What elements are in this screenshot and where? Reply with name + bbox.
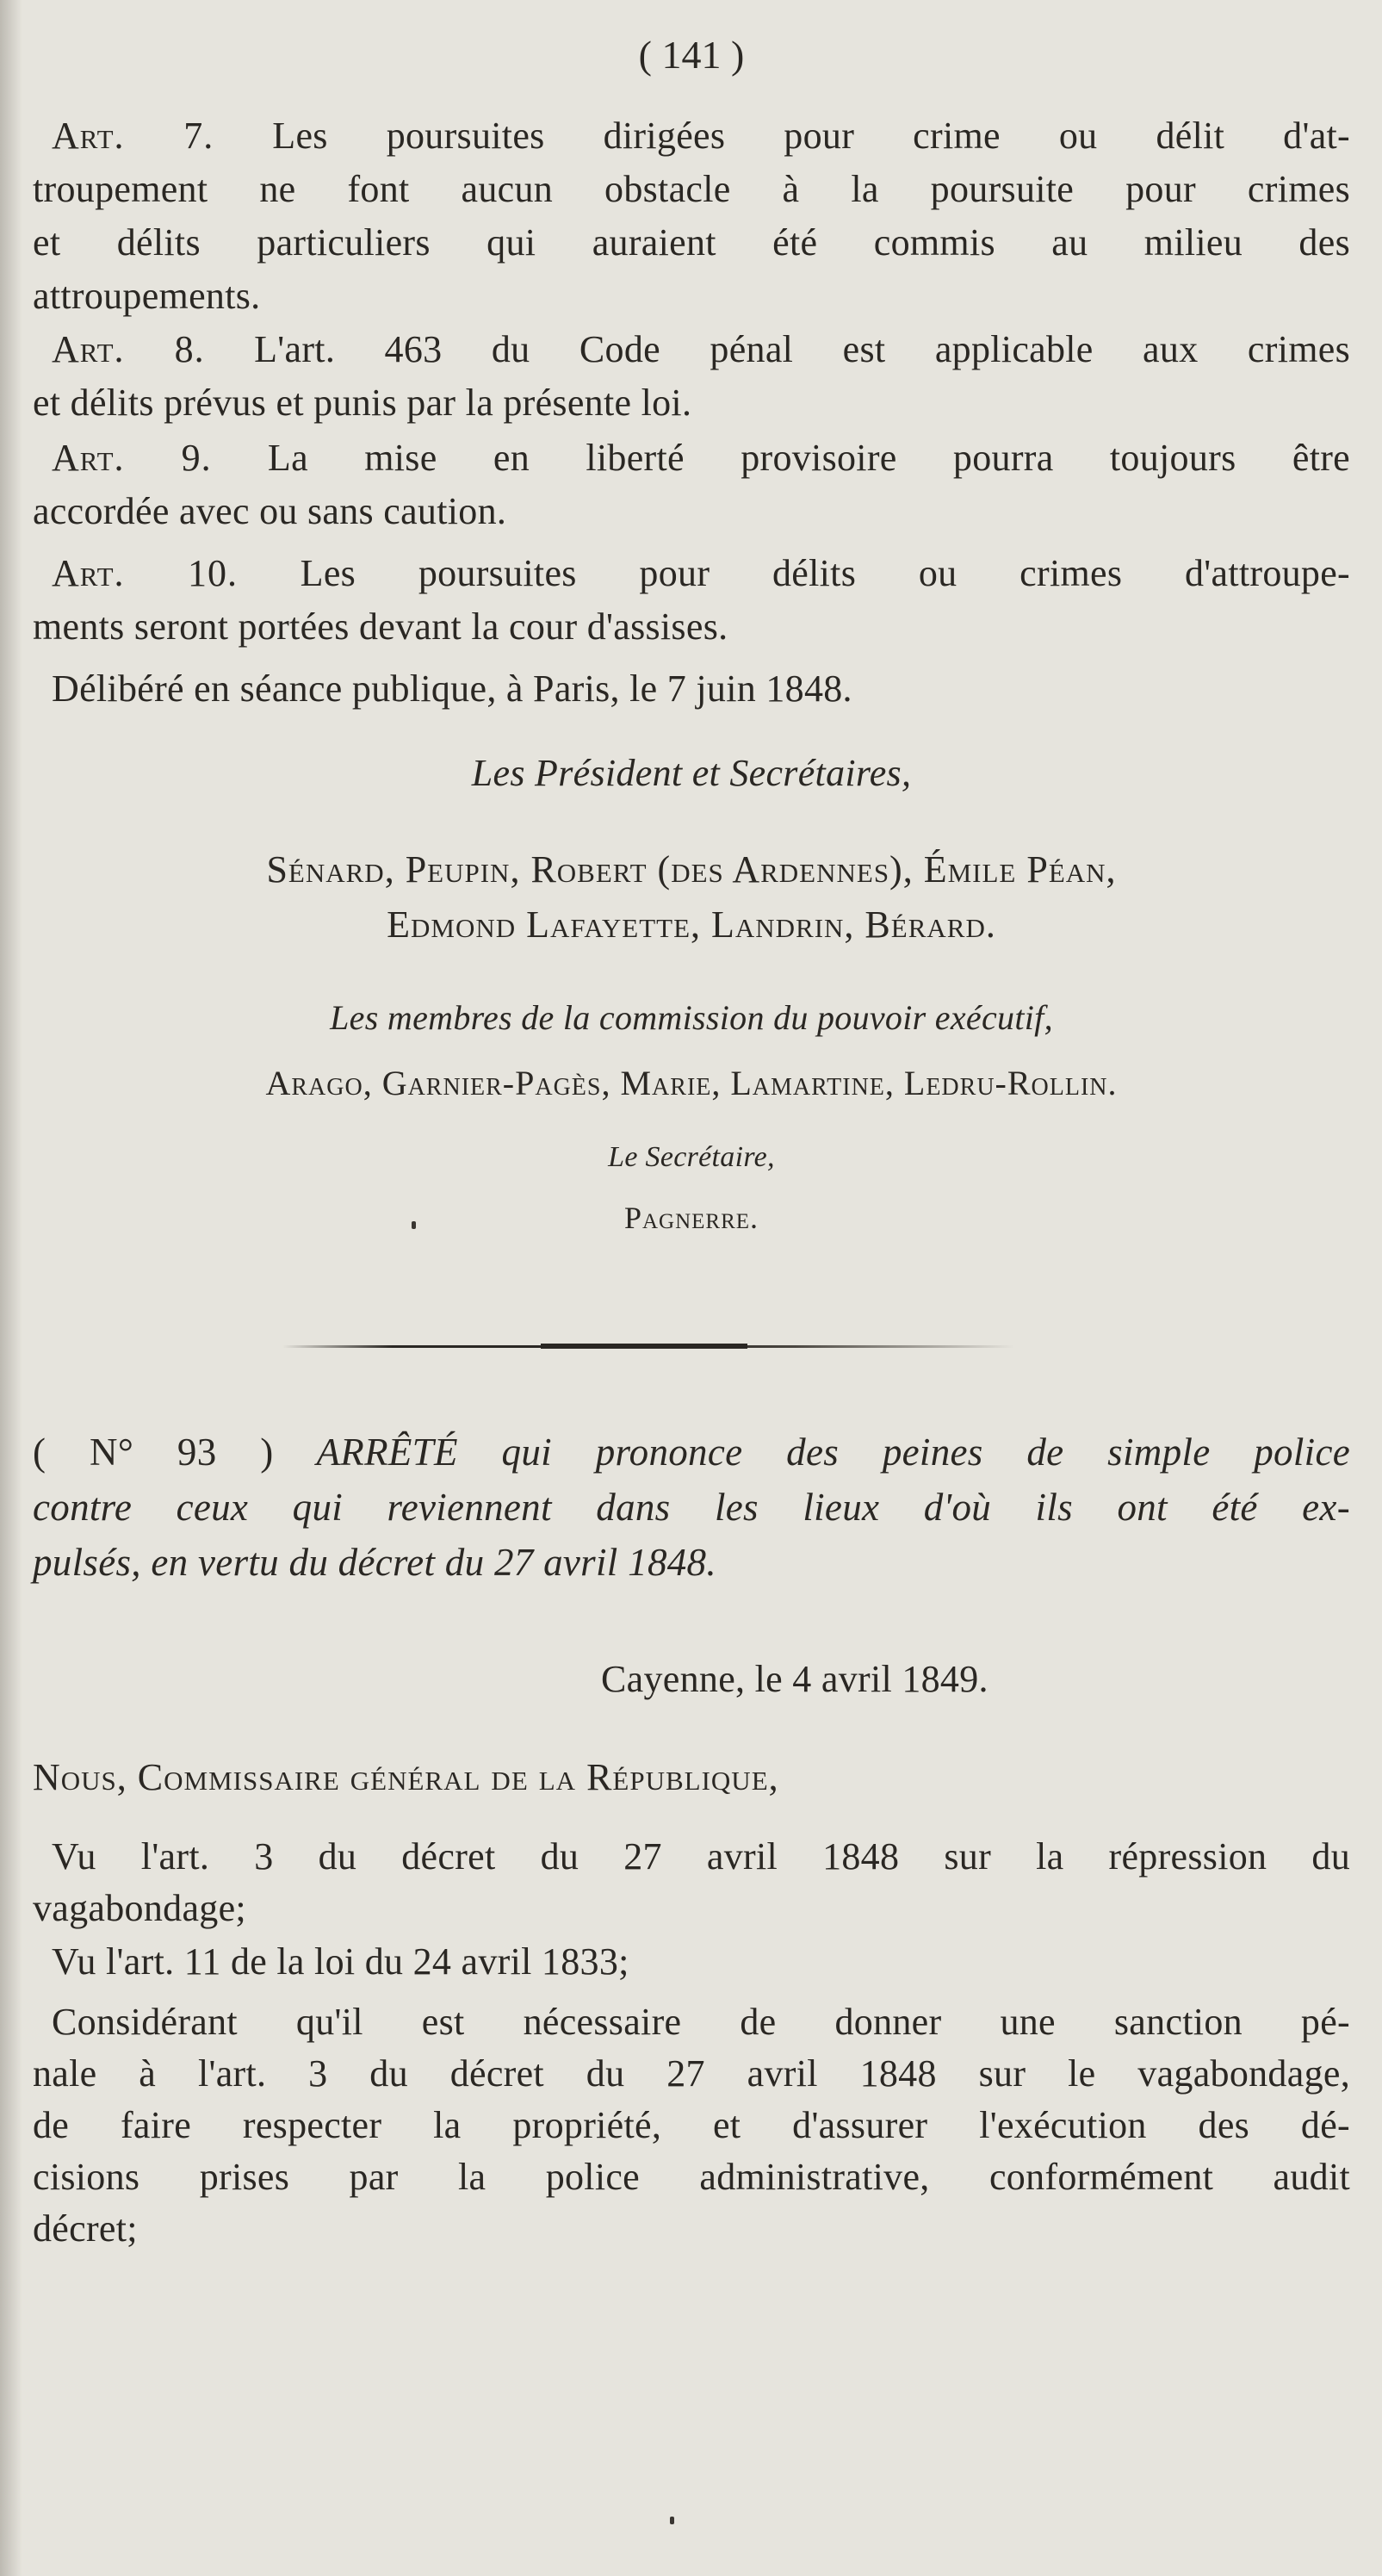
text-line: vagabondage;	[33, 1887, 246, 1929]
text-line: de faire respecter la propriété, et d'assurer l'exécution des dé-	[33, 2104, 1350, 2146]
signatories-names: Edmond Lafayette, Landrin, Bérard.	[387, 903, 996, 946]
signatories-heading: Les Président et Secrétaires,	[471, 752, 912, 794]
commission-heading: Les membres de la commission du pouvoir exécutif,	[330, 998, 1053, 1037]
article-label: Art. 7.	[52, 115, 214, 157]
text-line: et délits particuliers qui auraient été commis au milieu des	[33, 221, 1350, 264]
text-line: Vu l'art. 3 du décret du 27 avril 1848 sur la répression du	[52, 1835, 1350, 1878]
article-label: Art. 8.	[52, 328, 205, 370]
text-line: attroupements.	[33, 275, 261, 317]
signatories-names: Sénard, Peupin, Robert (des Ardennes), Émile Péan,	[266, 848, 1117, 891]
page-gutter-shadow	[0, 0, 22, 2576]
article-label: Art. 10.	[52, 552, 238, 594]
text-line: ments seront portées devant la cour d'assises.	[33, 605, 728, 648]
text-line: troupement ne font aucun obstacle à la poursuite pour crimes	[33, 168, 1350, 210]
text-line: Art. 10. Les poursuites pour délits ou crimes d'attroupe-	[52, 552, 1351, 594]
secretary-name: Pagnerre.	[623, 1201, 759, 1235]
text-line: cisions prises par la police administrative, conformément audit	[33, 2156, 1350, 2198]
place-date: Cayenne, le 4 avril 1849.	[601, 1658, 988, 1700]
arrete-number: ( N° 93 )	[33, 1431, 274, 1474]
document-page	[33, 0, 1350, 2576]
text-line: Art. 9. La mise en liberté provisoire pourra toujours être	[52, 437, 1351, 479]
page-number: ( 141 )	[638, 33, 745, 77]
text-line: et délits prévus et punis par la présente loi.	[33, 382, 692, 424]
text-line: Vu l'art. 11 de la loi du 24 avril 1833;	[52, 1940, 629, 1983]
deliberation-line: Délibéré en séance publique, à Paris, le 7 juin 1848.	[52, 667, 852, 710]
text-line: accordée avec ou sans caution.	[33, 490, 507, 532]
text-line: nale à l'art. 3 du décret du 27 avril 1848 sur le vagabondage,	[33, 2052, 1350, 2095]
text-line: décret;	[33, 2207, 138, 2250]
arrete-title-line: ( N° 93 ) ARRÊTÉ qui prononce des peines de simple police	[33, 1431, 1350, 1474]
print-speck	[670, 2517, 674, 2524]
separator-rule-thick	[541, 1344, 747, 1349]
arrete-title-line: pulsés, en vertu du décret du 27 avril 1848.	[33, 1541, 716, 1584]
text-line: Art. 8. L'art. 463 du Code pénal est applicable aux crimes	[52, 328, 1351, 370]
text-line: Considérant qu'il est nécessaire de donner une sanction pé-	[52, 2001, 1350, 2043]
text-line: Art. 7. Les poursuites dirigées pour crime ou délit d'at-	[52, 115, 1350, 157]
article-label: Art. 9.	[52, 437, 212, 479]
issuer-line: Nous, Commissaire général de la République,	[33, 1756, 779, 1798]
commission-names: Arago, Garnier-Pagès, Marie, Lamartine, Ledru-Rollin.	[265, 1064, 1118, 1102]
secretary-heading: Le Secrétaire,	[608, 1141, 775, 1173]
arrete-title-line: contre ceux qui reviennent dans les lieux d'où ils ont été ex-	[33, 1486, 1350, 1529]
print-speck	[412, 1221, 416, 1229]
